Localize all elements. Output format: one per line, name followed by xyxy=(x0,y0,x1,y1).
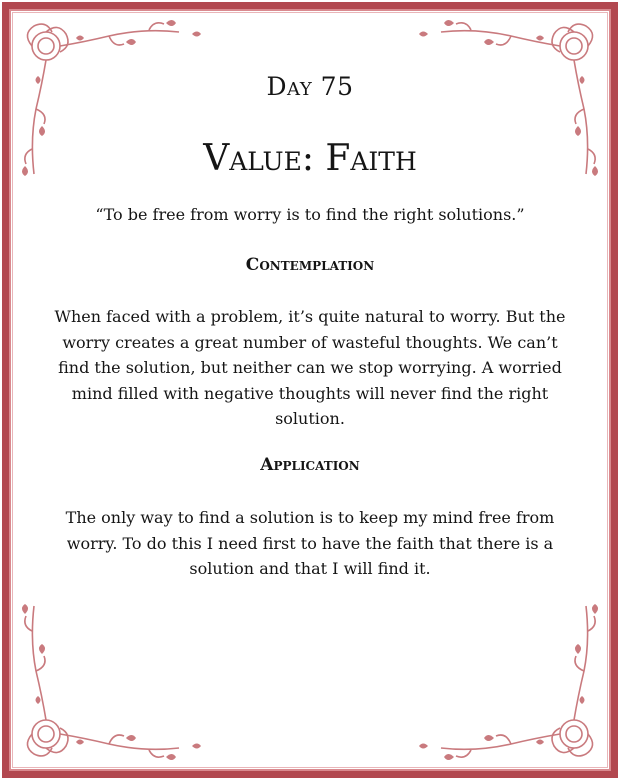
application-text: The only way to find a solution is to keep my mind free from worry. To do this I need first to have the faith that there is a solution and that I will find it. xyxy=(65,508,555,578)
day-title: Day 75 xyxy=(266,72,354,101)
contemplation-text: When faced with a problem, it’s quite natural to worry. But the worry creates a great number of wasteful thoughts. We can’t find the solution, but neither can we stop worrying. A worried mind filled with negative thoughts will never find the right solution. xyxy=(54,307,566,428)
value-title: Value: Faith xyxy=(203,138,417,179)
contemplation-heading: Contemplation xyxy=(245,255,375,275)
application-heading: Application xyxy=(260,455,360,475)
corner-ornament-bottom-right xyxy=(406,591,606,766)
quote: “To be free from worry is to find the right solutions.” xyxy=(95,205,525,224)
corner-ornament-bottom-left xyxy=(14,591,214,766)
